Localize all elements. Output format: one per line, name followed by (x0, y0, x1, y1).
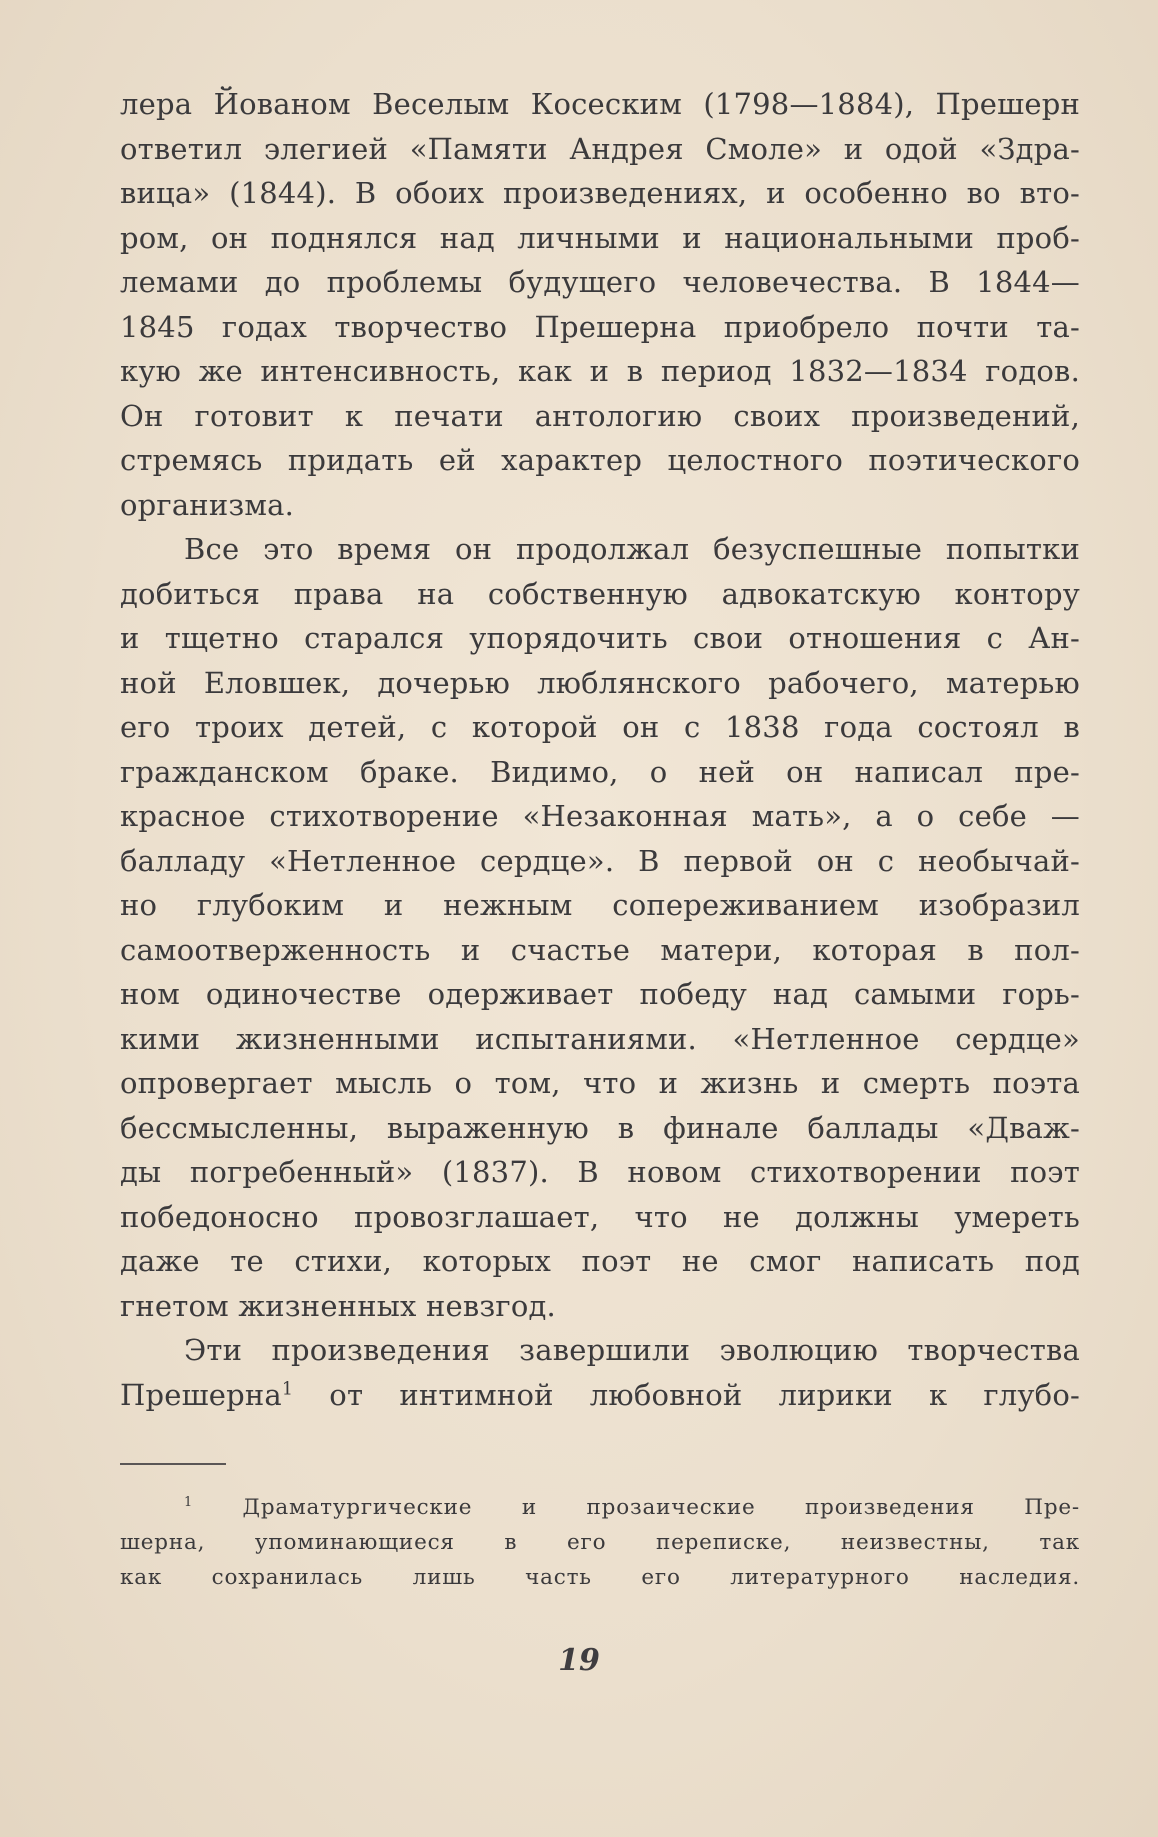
footnote-line: как сохранилась лишь часть его литературного наследия. (120, 1565, 1080, 1590)
text-line: ответил элегией «Памяти Андрея Смоле» и одой «Здра- (120, 131, 1080, 166)
text-line: лера Йованом Веселым Косеским (1798—1884), Прешерн (120, 87, 1080, 121)
text-fragment: Прешерна (120, 1377, 282, 1412)
paragraph (120, 1328, 1080, 1417)
text-line: но глубоким и нежным сопереживанием изобразил (120, 888, 1080, 922)
text-line: даже те стихи, которых поэт не смог написать под (120, 1244, 1080, 1278)
text-line: Все это время он продолжал безуспешные попытки (184, 532, 1080, 566)
footnote-reference: 1 (281, 1378, 294, 1399)
text-line: ном одиночестве одерживает победу над самыми горь- (120, 977, 1080, 1011)
text-line: стремясь придать ей характер целостного поэтического (120, 443, 1080, 477)
text-fragment: от интимной любовной лирики к глубо- (293, 1377, 1080, 1412)
text-line: гражданском браке. Видимо, о ней он написал пре- (120, 754, 1080, 789)
text-line: кую же интенсивность, как и в период 1832—1834 годов. (120, 354, 1080, 388)
text-line: балладу «Нетленное сердце». В первой он с необычай- (120, 843, 1080, 878)
paragraph (120, 527, 1080, 1328)
text-line (120, 1373, 1080, 1418)
paragraph (120, 82, 1080, 527)
footnote-line (120, 1490, 1080, 1525)
text-line: организма. (120, 487, 295, 522)
footnote-text: Драматургические и прозаические произведения Пре- (193, 1495, 1080, 1520)
main-text (120, 82, 1080, 1417)
text-line: ды погребенный» (1837). В новом стихотворении поэт (120, 1155, 1080, 1189)
text-line: красное стихотворение «Незаконная мать», а о себе — (120, 799, 1080, 833)
text-line: вица» (1844). В обоих произведениях, и особенно во вто- (120, 176, 1080, 210)
text-line: опровергает мысль о том, что и жизнь и смерть поэта (120, 1066, 1080, 1100)
text-line: Эти произведения завершили эволюцию творчества (184, 1333, 1080, 1367)
text-line: его троих детей, с которой он с 1838 года состоял в (120, 710, 1080, 744)
page-number: 19 (558, 1643, 600, 1678)
text-line: лемами до проблемы будущего человечества. В 1844— (120, 265, 1080, 299)
text-line: бессмысленны, выраженную в финале баллады «Дваж- (120, 1110, 1080, 1145)
footnote-marker: 1 (184, 1494, 194, 1510)
text-line: добиться права на собственную адвокатскую контору (120, 576, 1080, 611)
text-line: 1845 годах творчество Прешерна приобрело почти та- (120, 309, 1080, 344)
text-line: Он готовит к печати антологию своих произведений, (120, 398, 1080, 433)
text-line: самоотверженность и счастье матери, которая в пол- (120, 932, 1080, 967)
text-line: кими жизненными испытаниями. «Нетленное сердце» (120, 1021, 1080, 1056)
text-line: гнетом жизненных невзгод. (120, 1288, 556, 1323)
footnote (120, 1490, 1080, 1595)
text-line: ной Еловшек, дочерью люблянского рабочего, матерью (120, 665, 1080, 700)
footnote-line: шерна, упоминающиеся в его переписке, неизвестны, так (120, 1530, 1080, 1555)
footnote-divider (120, 1463, 226, 1465)
text-line: победоносно провозглашает, что не должны умереть (120, 1199, 1080, 1234)
text-line: и тщетно старался упорядочить свои отношения с Ан- (120, 621, 1080, 655)
text-line: ром, он поднялся над личными и национальными проб- (120, 220, 1080, 255)
